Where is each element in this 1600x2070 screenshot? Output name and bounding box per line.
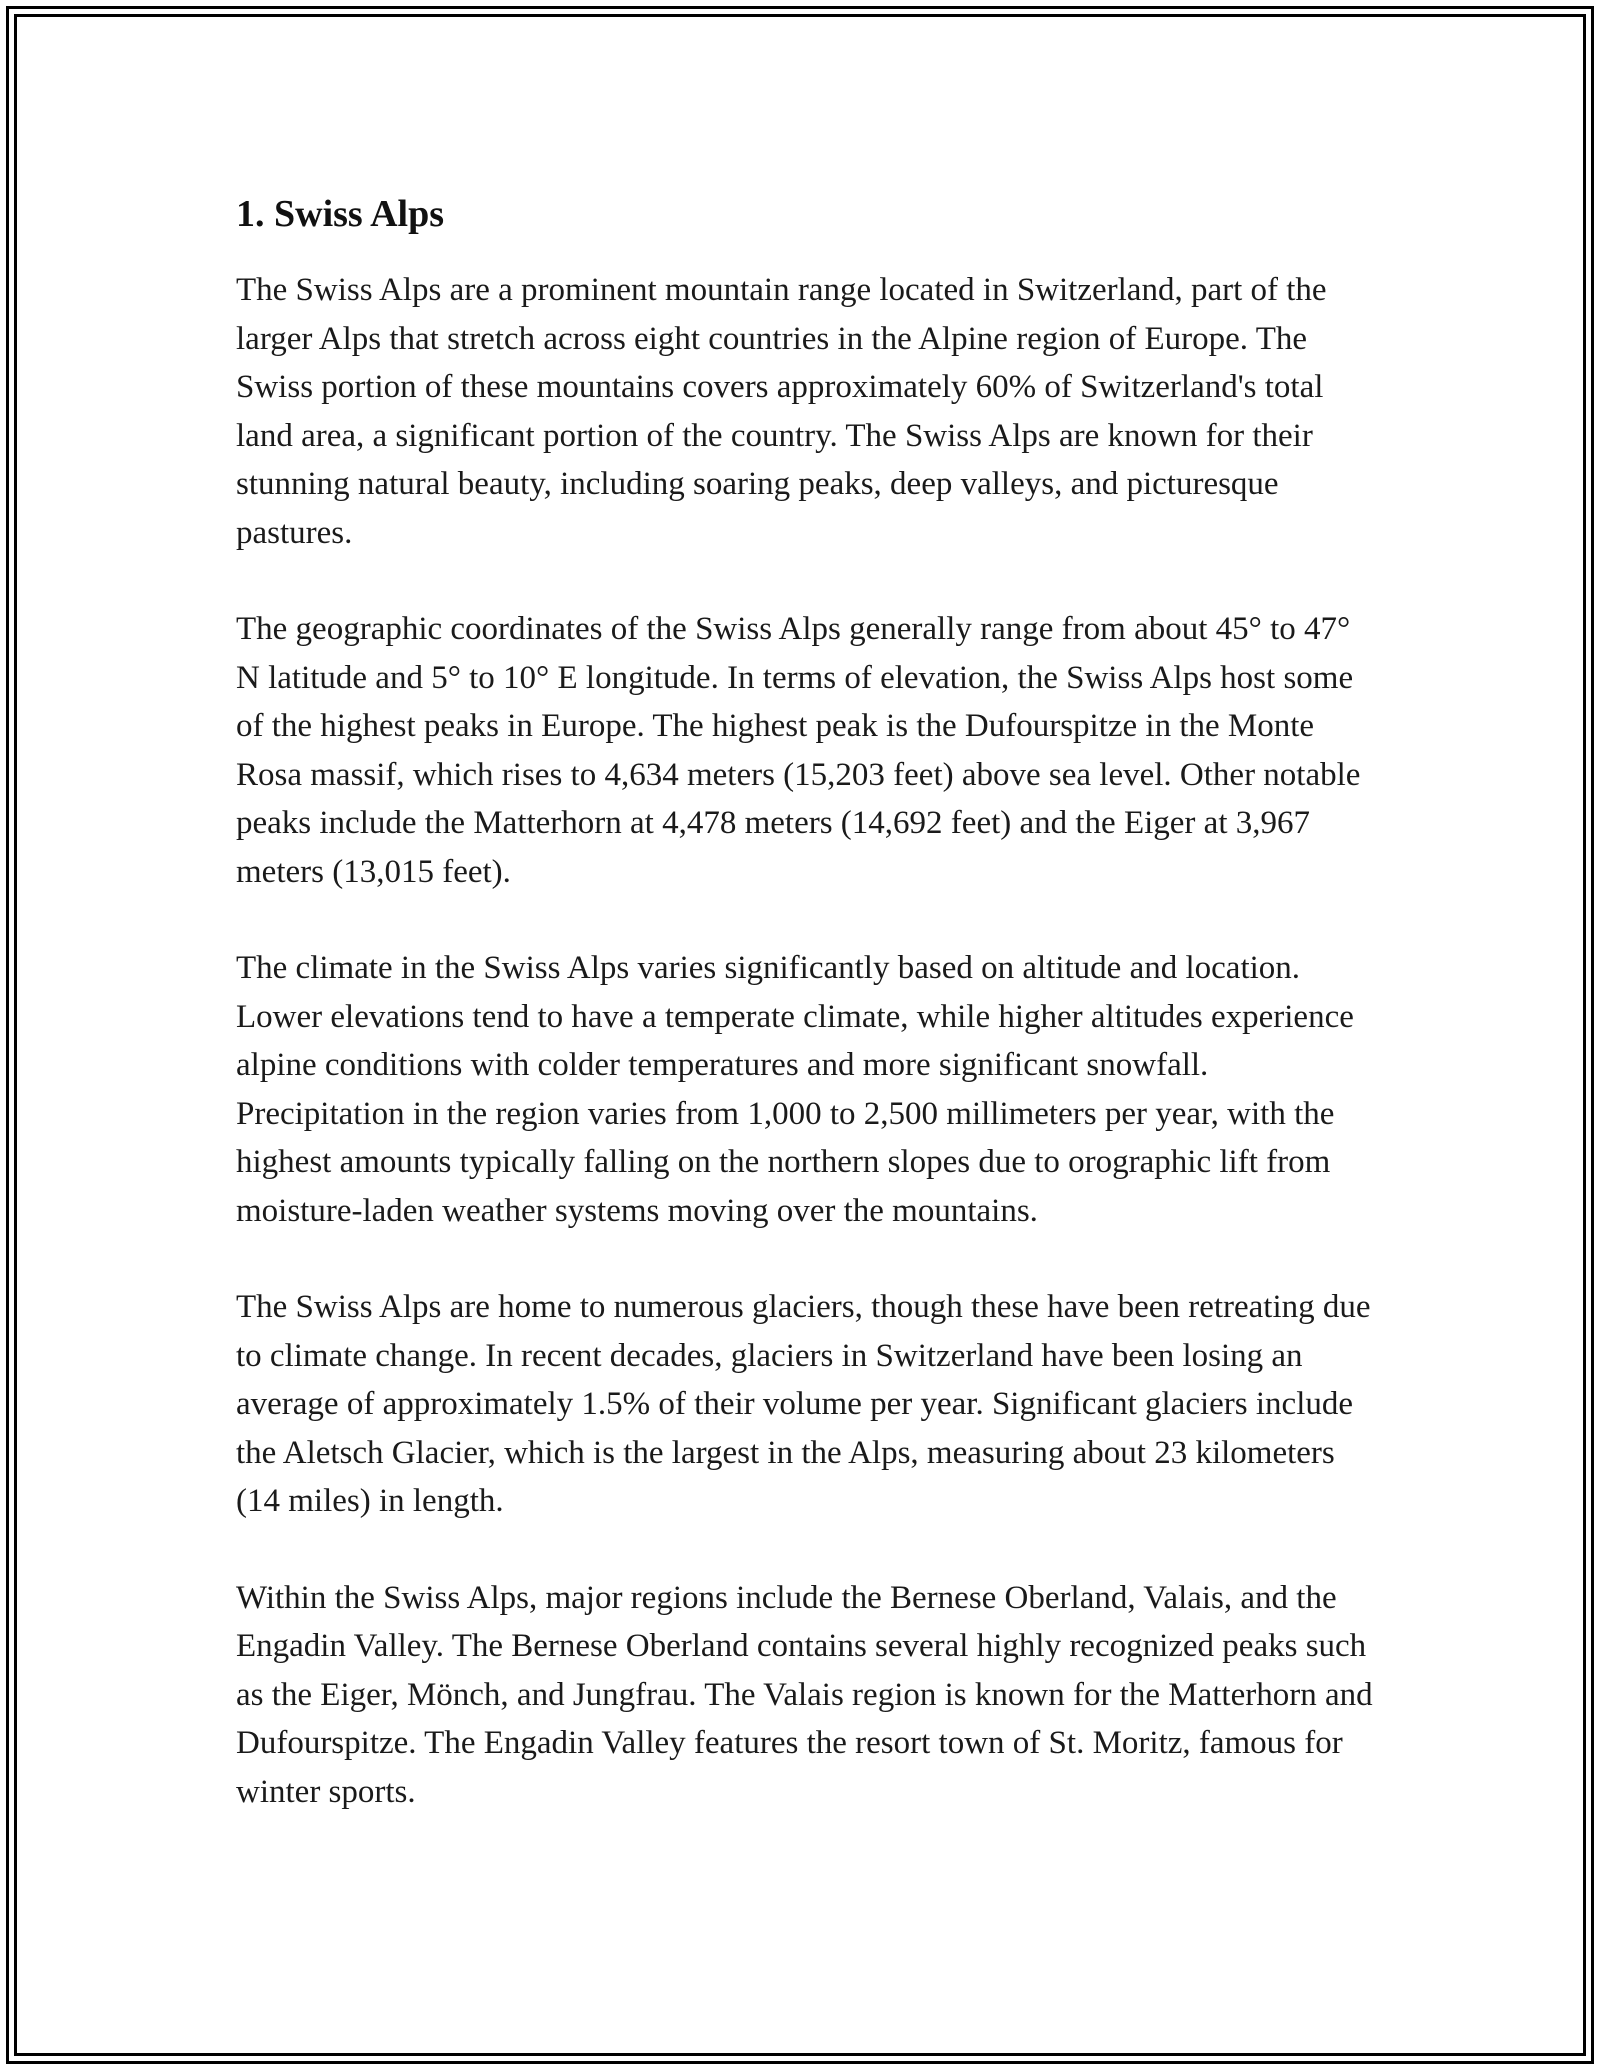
- document-body: [236, 186, 1376, 1864]
- paragraph-overview: The Swiss Alps are a prominent mountain range located in Switzerland, part of the larger Alps that stretch across eight countries in the Alpine region of Europe. The Swiss portion of these mountains covers approximately 60% of Switzerland's total land area, a significant portion of the country. The Swiss Alps are known for their stunning natural beauty, including soaring peaks, deep valleys, and picturesque pastures.: [236, 272, 1327, 551]
- paragraph-climate: The climate in the Swiss Alps varies significantly based on altitude and location. Lower elevations tend to have a temperate climate, while higher altitudes experience alpine conditions with colder temperatures and more significant snowfall. Precipitation in the region varies from 1,000 to 2,500 millimeters per year, with the highest amounts typically falling on the northern slopes due to orographic lift from moisture-laden weather systems moving over the mountains.: [236, 950, 1354, 1229]
- section-title: 1. Swiss Alps: [236, 193, 445, 235]
- paragraph-geography: The geographic coordinates of the Swiss Alps generally range from about 45° to 47° N latitude and 5° to 10° E longitude. In terms of elevation, the Swiss Alps host some of the highest peaks in Europe. The highest peak is the Dufourspitze in the Monte Rosa massif, which rises to 4,634 meters (15,203 feet) above sea level. Other notable peaks include the Matterhorn at 4,478 meters (14,692 feet) and the Eiger at 3,967 meters (13,015 feet).: [236, 611, 1361, 890]
- paragraph-glaciers: The Swiss Alps are home to numerous glaciers, though these have been retreating due to climate change. In recent decades, glaciers in Switzerland have been losing an average of approximately 1.5% of their volume per year. Significant glaciers include the Aletsch Glacier, which is the largest in the Alps, measuring about 23 kilometers (14 miles) in length.: [236, 1289, 1371, 1519]
- paragraph-regions: Within the Swiss Alps, major regions include the Bernese Oberland, Valais, and the Engadin Valley. The Bernese Oberland contains several highly recognized peaks such as the Eiger, Mönch, and Jungfrau. The Valais region is known for the Matterhorn and Dufourspitze. The Engadin Valley features the resort town of St. Moritz, famous for winter sports.: [236, 1579, 1373, 1810]
